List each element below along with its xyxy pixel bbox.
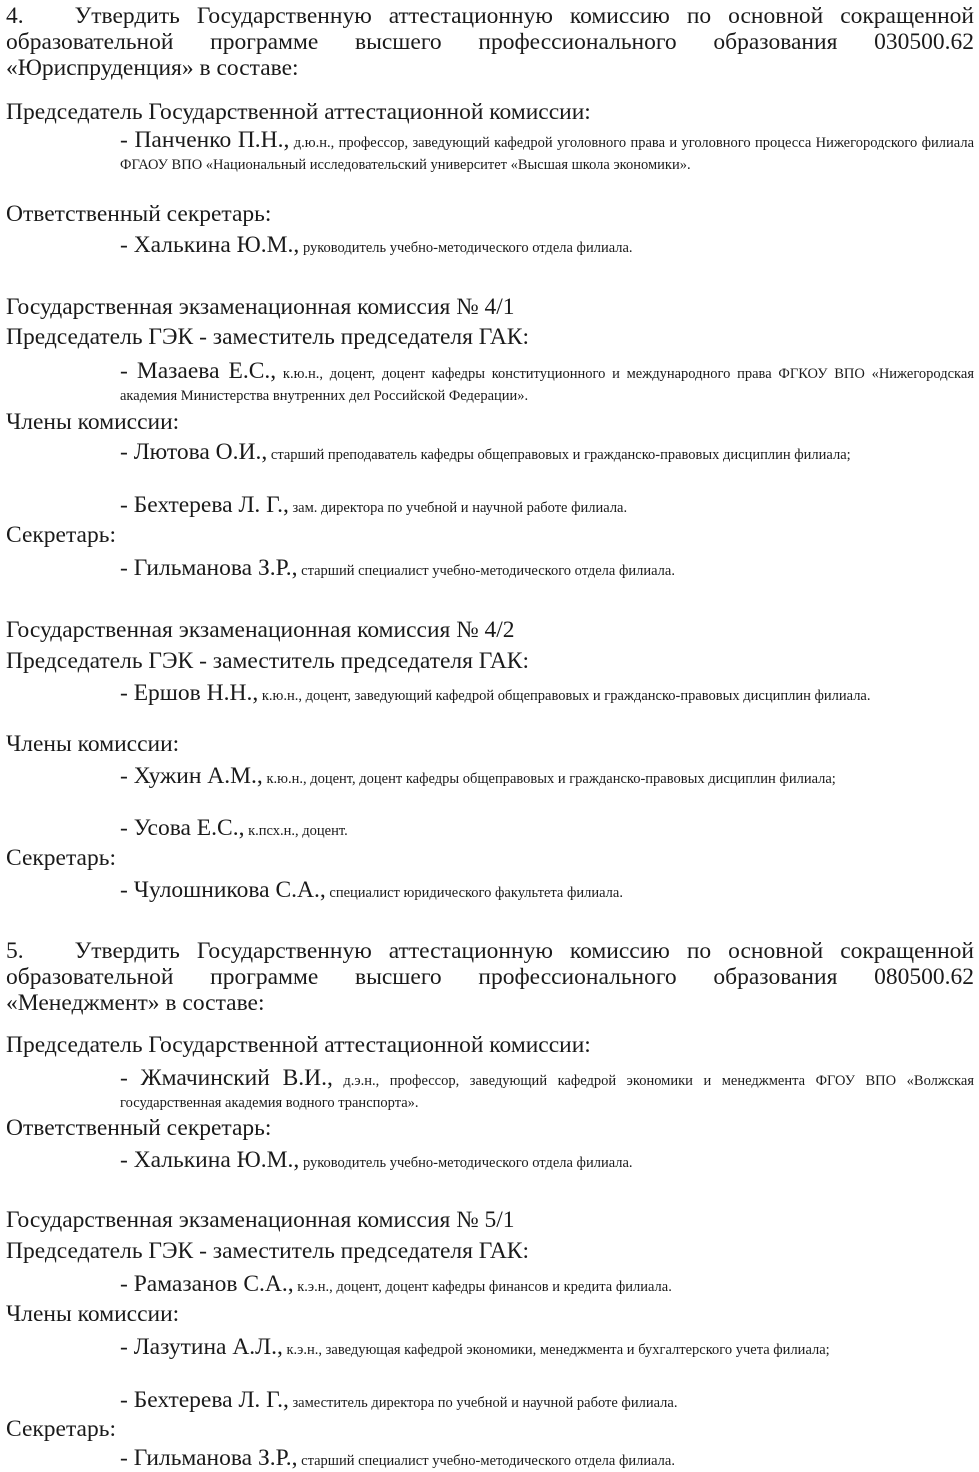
commission-5-1-title: Государственная экзаменационная комиссия № 5/1	[6, 1207, 515, 1233]
person-name: - Мазаева Е.С.,	[120, 358, 277, 384]
person-name: - Лазутина А.Л.,	[120, 1334, 283, 1360]
commission-4-2-member	[120, 765, 974, 790]
commission-4-2-members-label: Члены комиссии:	[6, 731, 180, 757]
person-description: старший преподаватель кафедры общеправовых и гражданско-правовых дисциплин филиала;	[267, 447, 851, 463]
commission-5-1-member	[120, 1336, 974, 1361]
person-description: к.э.н., заведующая кафедрой экономики, менеджмента и бухгалтерского учета филиала;	[282, 1342, 830, 1358]
person-name: - Гильманова З.Р.,	[120, 1445, 298, 1471]
person-name: - Ершов Н.Н.,	[120, 680, 259, 706]
commission-4-1-title: Государственная экзаменационная комиссия № 4/1	[6, 294, 515, 320]
commission-4-1-member	[120, 494, 974, 519]
commission-5-1-secretary-label: Секретарь:	[6, 1416, 116, 1442]
commission-5-1-member	[120, 1389, 974, 1414]
person-description: руководитель учебно-методического отдела филиала.	[299, 1155, 633, 1171]
commission-5-1-members-label: Члены комиссии:	[6, 1301, 180, 1327]
person-description: к.псх.н., доцент.	[244, 823, 348, 839]
person-name: - Халькина Ю.М.,	[120, 1147, 300, 1173]
person-description: к.ю.н., доцент, доцент кафедры конституционного и международного права ФГКОУ ВПО «Нижегородская академия Министерства внутренних дел Российской Федерации».	[120, 366, 974, 404]
person-name: - Панченко П.Н.,	[120, 127, 290, 153]
commission-4-2-chair-label: Председатель ГЭК - заместитель председателя ГАК:	[6, 648, 530, 674]
person-name: - Жмачинский В.И.,	[120, 1065, 333, 1091]
person-description: старший специалист учебно-методического отдела филиала.	[297, 1453, 675, 1469]
person-description: руководитель учебно-методического отдела филиала.	[299, 240, 633, 256]
person-name: - Бехтерева Л. Г.,	[120, 1387, 289, 1413]
commission-4-1-secretary-label: Секретарь:	[6, 522, 116, 548]
person-description: заместитель директора по учебной и научной работе филиала.	[288, 1395, 678, 1411]
section-5-chair	[120, 1067, 974, 1114]
person-name: - Бехтерева Л. Г.,	[120, 492, 289, 518]
person-name: - Лютова О.И.,	[120, 439, 268, 465]
commission-4-2-title: Государственная экзаменационная комиссия № 4/2	[6, 617, 515, 643]
commission-4-1-members-label: Члены комиссии:	[6, 409, 180, 435]
person-description: специалист юридического факультета филиала.	[325, 885, 623, 901]
commission-4-2-chair	[120, 682, 974, 707]
section-5-secretary-label: Ответственный секретарь:	[6, 1115, 272, 1141]
commission-4-1-chair	[120, 360, 974, 407]
section-5-chair-label: Председатель Государственной аттестационной комиссии:	[6, 1032, 591, 1058]
section-5-secretary	[120, 1149, 974, 1174]
section-4-secretary-label: Ответственный секретарь:	[6, 201, 272, 227]
commission-4-1-member	[120, 441, 974, 466]
commission-5-1-chair-label: Председатель ГЭК - заместитель председателя ГАК:	[6, 1238, 530, 1264]
person-description: старший специалист учебно-методического отдела филиала.	[297, 563, 675, 579]
person-description: д.ю.н., профессор, заведующий кафедрой уголовного права и уголовного процесса Нижегородского филиала ФГАОУ ВПО «Национальный исследовательский университет «Высшая школа экономики».	[120, 135, 975, 173]
commission-4-1-secretary	[120, 557, 974, 582]
commission-5-1-secretary	[120, 1447, 974, 1472]
person-description: к.э.н., доцент, доцент кафедры финансов и кредита филиала.	[293, 1279, 672, 1295]
person-name: - Халькина Ю.М.,	[120, 232, 300, 258]
section-4-chair	[120, 129, 974, 176]
section-4-heading: 4. Утвердить Государственную аттестационную комиссию по основной сокращенной образовательной программе высшего профессионального образования 030500.62 «Юриспруденция» в составе:	[6, 3, 974, 81]
person-name: - Усова Е.С.,	[120, 815, 245, 841]
person-description: зам. директора по учебной и научной работе филиала.	[288, 500, 628, 516]
commission-5-1-chair	[120, 1273, 974, 1298]
person-name: - Чулошникова С.А.,	[120, 877, 326, 903]
person-description: к.ю.н., доцент, заведующий кафедрой общеправовых и гражданско-правовых дисциплин филиала.	[258, 688, 871, 704]
commission-4-2-secretary	[120, 879, 974, 904]
section-5-heading: 5. Утвердить Государственную аттестационную комиссию по основной сокращенной образовательной программе высшего профессионального образования 080500.62 «Менеджмент» в составе:	[6, 938, 974, 1016]
person-description: д.э.н., профессор, заведующий кафедрой экономики и менеджмента ФГОУ ВПО «Волжская государственная академия водного транспорта».	[120, 1073, 974, 1111]
commission-4-2-secretary-label: Секретарь:	[6, 845, 116, 871]
section-4-secretary	[120, 234, 974, 259]
person-name: - Гильманова З.Р.,	[120, 555, 298, 581]
commission-4-2-member	[120, 817, 974, 842]
section-4-chair-label: Председатель Государственной аттестационной комиссии:	[6, 99, 591, 125]
commission-4-1-chair-label: Председатель ГЭК - заместитель председателя ГАК:	[6, 324, 530, 350]
person-description: к.ю.н., доцент, доцент кафедры общеправовых и гражданско-правовых дисциплин филиала;	[262, 771, 836, 787]
person-name: - Рамазанов С.А.,	[120, 1271, 294, 1297]
person-name: - Хужин А.М.,	[120, 763, 263, 789]
